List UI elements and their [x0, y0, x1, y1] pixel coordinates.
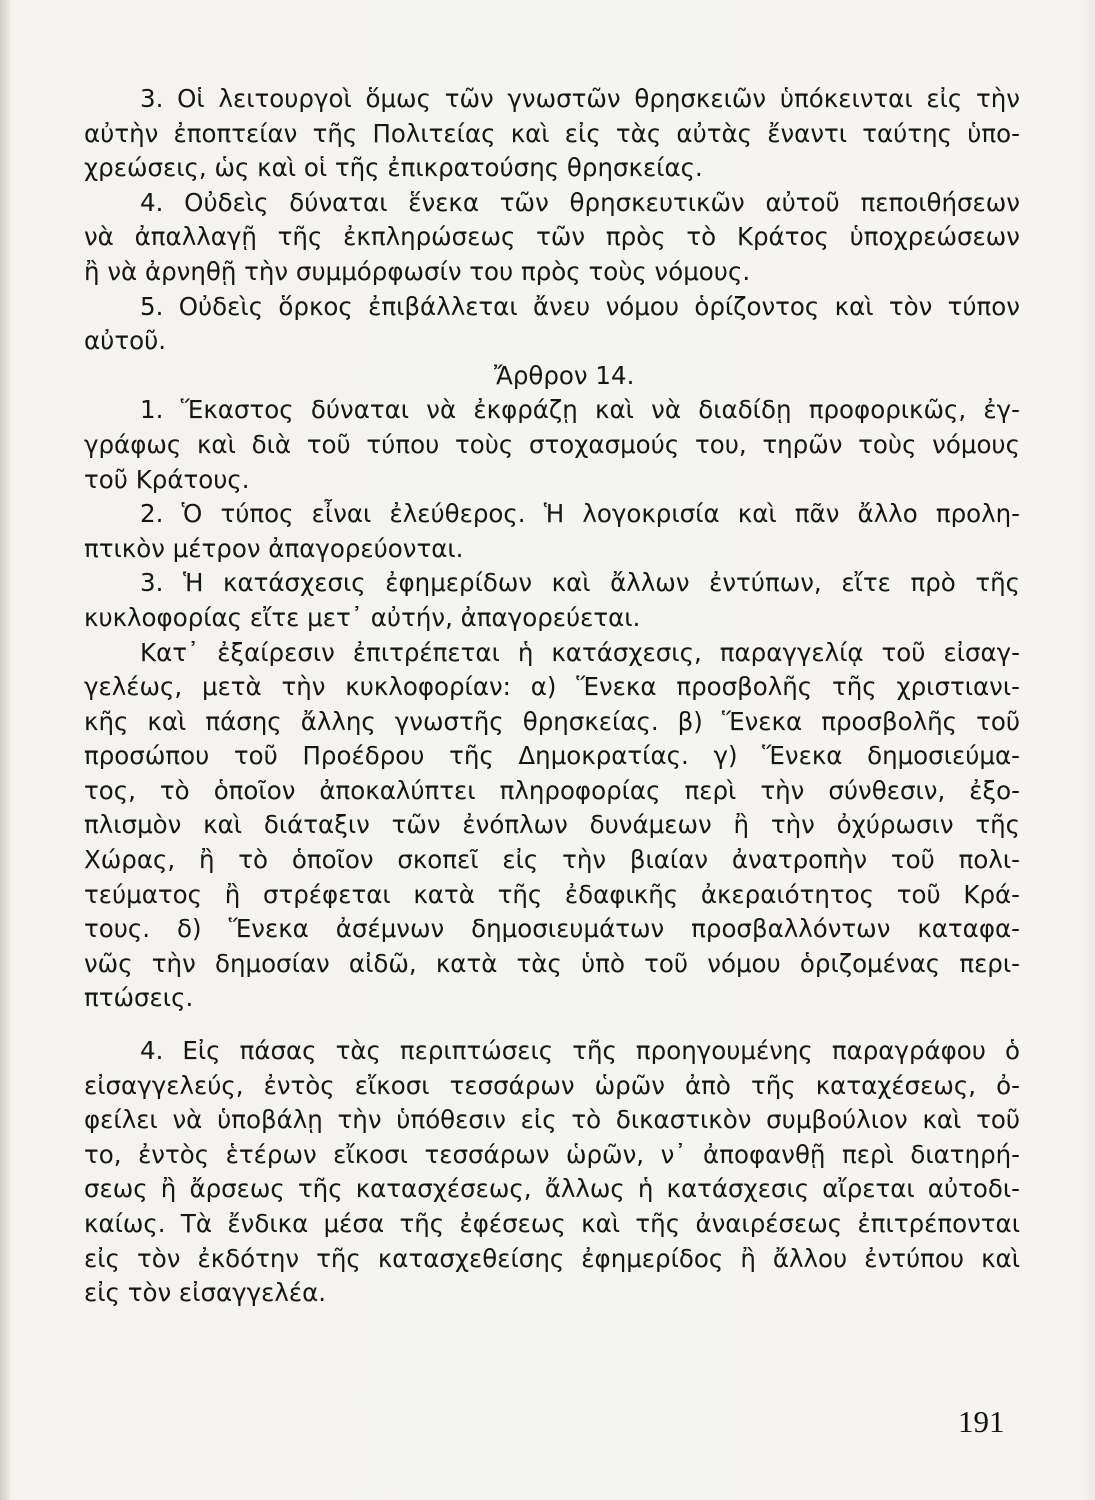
text-line: καίως. Τὰ ἔνδικα μέσα τῆς ἐφέσεως καὶ τῆς ἀναιρέσεως ἐπιτρέπονται [84, 1209, 1020, 1238]
text-line: νὰ ἀπαλλαγῇ τῆς ἐκπληρώσεως τῶν πρὸς τὸ Κράτος ὑποχρεώσεων [84, 222, 1020, 252]
text-line: φείλει νὰ ὑποβάλῃ τὴν ὑπόθεσιν εἰς τὸ δικαστικὸν συμβούλιον καὶ τοῦ [84, 1105, 1020, 1135]
text-line: αὐτὴν ἐποπτείαν τῆς Πολιτείας καὶ εἰς τὰς αὐτὰς ἔναντι ταύτης ὑπο- [84, 118, 1020, 148]
text-line: τους. δ) Ἕνεκα ἀσέμνων δημοσιευμάτων προσβαλλόντων καταφα- [84, 914, 1020, 944]
text-line: τοῦ Κράτους. [84, 464, 250, 494]
text-line: 3. Οἱ λειτουργοὶ ὅμως τῶν γνωστῶν θρησκειῶν ὑπόκεινται εἰς τὴν [140, 84, 1020, 113]
text-line: 2. Ὁ τύπος εἶναι ἐλεύθερος. Ἡ λογοκρισία καὶ πᾶν ἄλλο προλη- [140, 499, 1020, 529]
text-line: προσώπου τοῦ Προέδρου τῆς Δημοκρατίας. γ) Ἕνεκα δημοσιεύμα- [84, 741, 1020, 771]
text-line: κυκλοφορίας εἴτε μετ᾽ αὐτήν, ἀπαγορεύεται. [84, 602, 641, 632]
text-line: εἰσαγγελεύς, ἐντὸς εἴκοσι τεσσάρων ὡρῶν ἀπὸ τῆς καταχέσεως, ὀ- [84, 1070, 1020, 1100]
text-line: ἢ νὰ ἀρνηθῇ τὴν συμμόρφωσίν του πρὸς τοὺς νόμους. [84, 256, 751, 286]
paragraph-spacer [84, 1016, 1020, 1034]
text-line: το, ἐντὸς ἑτέρων εἴκοσι τεσσάρων ὡρῶν, ν᾽ ἀποφανθῇ περὶ διατηρή- [84, 1139, 1020, 1169]
text-line: 4. Εἰς πάσας τὰς περιπτώσεις τῆς προηγουμένης παραγράφου ὁ [140, 1036, 1020, 1066]
text-line: αὐτοῦ. [84, 326, 167, 356]
text-line: πτικὸν μέτρον ἀπαγορεύονται. [84, 533, 464, 563]
text-line: χρεώσεις, ὡς καὶ οἱ τῆς ἐπικρατούσης θρησκείας. [84, 153, 703, 183]
text-line: εἰς τὸν εἰσαγγελέα. [84, 1278, 327, 1308]
text-line: 3. Ἡ κατάσχεσις ἐφημερίδων καὶ ἄλλων ἐντύπων, εἴτε πρὸ τῆς [140, 568, 1020, 598]
text-line: 5. Οὐδεὶς ὅρκος ἐπιβάλλεται ἄνευ νόμου ὁρίζοντος καὶ τὸν τύπον [140, 291, 1020, 321]
text-line: νῶς τὴν δημοσίαν αἰδῶ, κατὰ τὰς ὑπὸ τοῦ νόμου ὁριζομένας περι- [84, 948, 1020, 978]
text-line: γελέως, μετὰ τὴν κυκλοφορίαν: α) Ἕνεκα προσβολῆς τῆς χριστιανι- [84, 672, 1020, 702]
text-line: σεως ἢ ἄρσεως τῆς κατασχέσεως, ἄλλως ἡ κατάσχεσις αἴρεται αὐτοδι- [84, 1174, 1020, 1204]
text-line: πλισμὸν καὶ διάταξιν τῶν ἐνόπλων δυνάμεων ἢ τὴν ὀχύρωσιν τῆς [84, 810, 1020, 840]
text-line: 4. Οὐδεὶς δύναται ἕνεκα τῶν θρησκευτικῶν αὐτοῦ πεποιθήσεων [140, 187, 1020, 217]
article-text [84, 82, 1020, 1311]
text-line: τος, τὸ ὁποῖον ἀποκαλύπτει πληροφορίας περὶ τὴν σύνθεσιν, ἐξο- [84, 775, 1020, 805]
text-line: Κατ᾽ ἐξαίρεσιν ἐπιτρέπεται ἡ κατάσχεσις, παραγγελίᾳ τοῦ εἰσαγ- [140, 637, 1020, 667]
text-line: εἰς τὸν ἐκδότην τῆς κατασχεθείσης ἐφημερίδος ἢ ἄλλου ἐντύπου καὶ [84, 1243, 1020, 1273]
text-line: Χώρας, ἢ τὸ ὁποῖον σκοπεῖ εἰς τὴν βιαίαν ἀνατροπὴν τοῦ πολι- [84, 845, 1020, 875]
text-line: πτώσεις. [84, 983, 194, 1013]
page-binding-edge [0, 0, 10, 1500]
article-heading: Ἄρθρον 14. [494, 360, 635, 390]
text-line: γράφως καὶ διὰ τοῦ τύπου τοὺς στοχασμούς του, τηρῶν τοὺς νόμους [84, 429, 1020, 459]
text-line: 1. Ἕκαστος δύναται νὰ ἐκφράζῃ καὶ νὰ διαδίδῃ προφορικῶς, ἐγ- [140, 395, 1020, 425]
text-line: κῆς καὶ πάσης ἄλλης γνωστῆς θρησκείας. β) Ἕνεκα προσβολῆς τοῦ [84, 706, 1020, 736]
page-number: 191 [958, 1404, 1005, 1439]
text-line: τεύματος ἢ στρέφεται κατὰ τῆς ἐδαφικῆς ἀκεραιότητος τοῦ Κρά- [84, 879, 1020, 909]
